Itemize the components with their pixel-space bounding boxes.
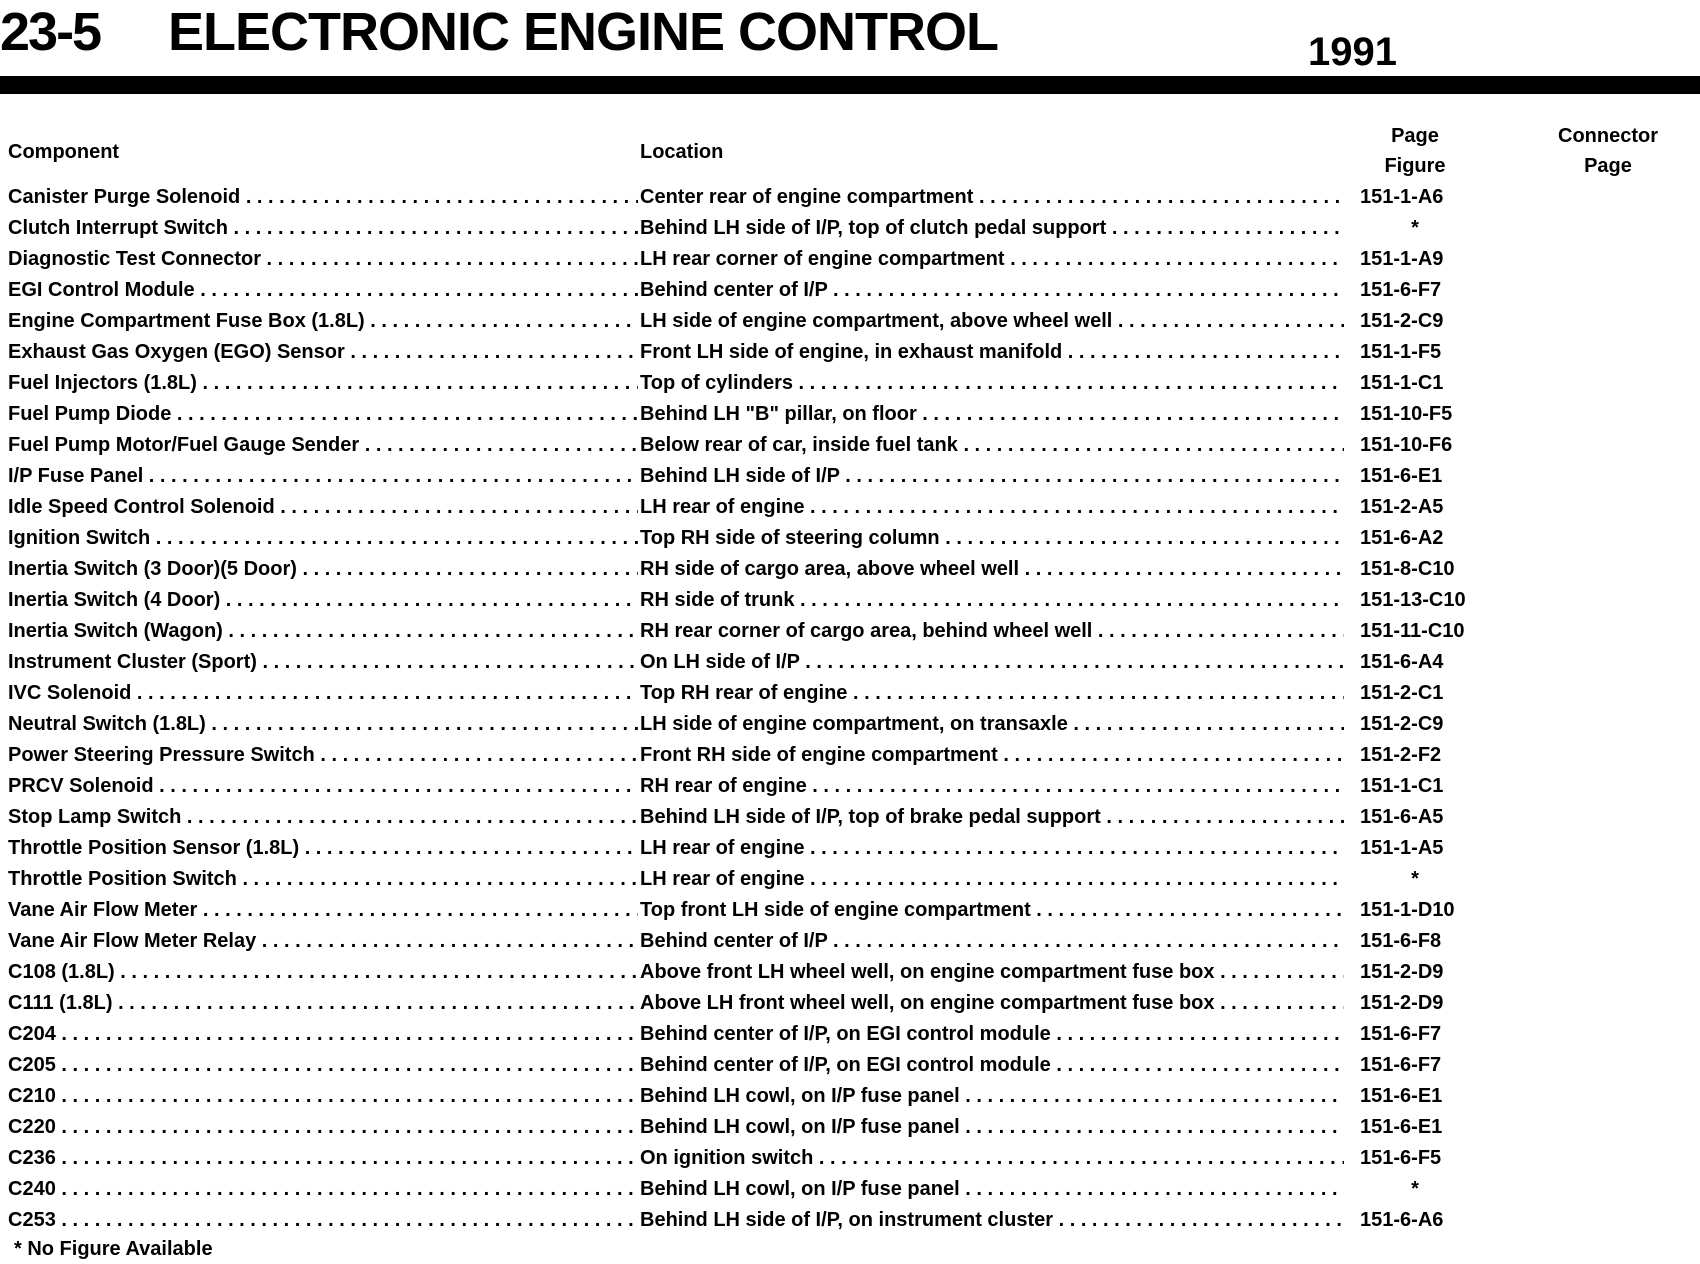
table-row (0, 492, 1700, 523)
location-text: On ignition switch . . . (640, 1147, 1344, 1169)
page-figure-value: 151-2-C9 (1360, 713, 1444, 735)
table-row (0, 182, 1700, 213)
location-text: Behind LH side of I/P . . . (640, 465, 1344, 487)
page-figure-cell (1360, 585, 1480, 616)
page-figure-cell (1360, 337, 1480, 368)
page-figure-cell (1360, 926, 1480, 957)
location-text: Below rear of car, inside fuel tank . . . (640, 434, 1344, 456)
page-figure-value: 151-11-C10 (1360, 620, 1465, 642)
page-figure-cell (1360, 802, 1480, 833)
location-cell (640, 523, 1344, 554)
page-figure-value: 151-6-A2 (1360, 527, 1444, 549)
component-cell (8, 461, 638, 492)
page-figure-cell (1360, 430, 1480, 461)
page-figure-value: 151-1-A9 (1360, 248, 1444, 270)
component-cell (8, 647, 638, 678)
location-text: Behind center of I/P, on EGI control module . . . (640, 1054, 1344, 1076)
component-name: Stop Lamp Switch . . . (8, 806, 638, 828)
table-row (0, 1174, 1700, 1205)
location-cell (640, 244, 1344, 275)
page-figure-cell (1360, 616, 1480, 647)
component-name: Diagnostic Test Connector . . . (8, 248, 638, 270)
location-cell (640, 988, 1344, 1019)
location-cell (640, 895, 1344, 926)
page-figure-cell (1360, 492, 1480, 523)
component-cell (8, 802, 638, 833)
location-cell (640, 1143, 1344, 1174)
table-row (0, 802, 1700, 833)
page-figure-cell (1360, 275, 1480, 306)
table-row (0, 244, 1700, 275)
table-row (0, 833, 1700, 864)
location-cell (640, 213, 1344, 244)
component-name: C220 . . . (8, 1116, 638, 1138)
location-text: Above LH front wheel well, on engine compartment fuse box . . . (640, 992, 1344, 1014)
location-cell (640, 554, 1344, 585)
location-text: LH rear of engine . . . (640, 496, 1344, 518)
location-cell (640, 1081, 1344, 1112)
component-name: Ignition Switch . . . (8, 527, 638, 549)
column-header-component: Component (8, 141, 120, 163)
component-cell (8, 554, 638, 585)
page-figure-value: 151-1-F5 (1360, 341, 1442, 363)
location-text: Top front LH side of engine compartment . . . (640, 899, 1344, 921)
location-text: Behind LH side of I/P, on instrument cluster . . . (640, 1209, 1344, 1231)
component-cell (8, 895, 638, 926)
page-figure-cell (1360, 833, 1480, 864)
page-figure-value: * (1411, 217, 1419, 239)
page-figure-cell (1360, 1205, 1480, 1236)
page-figure-cell (1360, 213, 1480, 244)
page-figure-value: 151-1-A5 (1360, 837, 1444, 859)
page-figure-cell (1360, 1081, 1480, 1112)
component-cell (8, 1143, 638, 1174)
table-row (0, 988, 1700, 1019)
table-row (0, 430, 1700, 461)
component-name: IVC Solenoid . . . (8, 682, 638, 704)
component-name: Engine Compartment Fuse Box (1.8L) . . . (8, 310, 638, 332)
table-row (0, 306, 1700, 337)
page-figure-cell (1360, 740, 1480, 771)
location-cell (640, 399, 1344, 430)
location-cell (640, 771, 1344, 802)
page-figure-value: 151-2-C9 (1360, 310, 1444, 332)
page-figure-cell (1360, 1019, 1480, 1050)
page-figure-cell (1360, 368, 1480, 399)
component-name: Canister Purge Solenoid . . . (8, 186, 638, 208)
page-figure-value: 151-1-C1 (1360, 775, 1444, 797)
location-text: LH rear of engine . . . (640, 837, 1344, 859)
page-figure-cell (1360, 244, 1480, 275)
page-figure-value: * (1411, 1178, 1419, 1200)
component-name: Instrument Cluster (Sport) . . . (8, 651, 638, 673)
location-text: Top RH side of steering column . . . (640, 527, 1344, 549)
table-row (0, 647, 1700, 678)
table-row (0, 616, 1700, 647)
page-figure-value: 151-1-A6 (1360, 186, 1444, 208)
column-header-connector-page-line2: Page (1584, 155, 1632, 177)
table-row (0, 957, 1700, 988)
component-cell (8, 616, 638, 647)
component-name: PRCV Solenoid . . . (8, 775, 638, 797)
location-text: Above front LH wheel well, on engine compartment fuse box . . . (640, 961, 1344, 983)
location-text: Front LH side of engine, in exhaust manifold . . . (640, 341, 1344, 363)
page-figure-value: * (1411, 868, 1419, 890)
page-figure-value: 151-6-A5 (1360, 806, 1444, 828)
location-text: RH rear corner of cargo area, behind wheel well . . . (640, 620, 1344, 642)
location-text: Top RH rear of engine . . . (640, 682, 1344, 704)
page-figure-value: 151-13-C10 (1360, 589, 1466, 611)
component-name: Vane Air Flow Meter . . . (8, 899, 638, 921)
location-cell (640, 1112, 1344, 1143)
page-figure-value: 151-6-F7 (1360, 1054, 1442, 1076)
component-name: C253 . . . (8, 1209, 638, 1231)
page-figure-cell (1360, 182, 1480, 213)
page-figure-value: 151-6-E1 (1360, 465, 1443, 487)
location-text: Behind LH side of I/P, top of clutch pedal support . . . (640, 217, 1344, 239)
table-row (0, 678, 1700, 709)
page-figure-cell (1360, 554, 1480, 585)
component-cell (8, 1205, 638, 1236)
component-cell (8, 771, 638, 802)
component-cell (8, 275, 638, 306)
component-name: Fuel Pump Diode . . . (8, 403, 638, 425)
table-row (0, 740, 1700, 771)
location-text: Behind LH cowl, on I/P fuse panel . . . (640, 1178, 1344, 1200)
component-cell (8, 244, 638, 275)
page-figure-cell (1360, 957, 1480, 988)
table-row (0, 771, 1700, 802)
component-name: C204 . . . (8, 1023, 638, 1045)
location-text: Behind LH side of I/P, top of brake pedal support . . . (640, 806, 1344, 828)
component-name: C111 (1.8L) . . . (8, 992, 638, 1014)
table-row (0, 585, 1700, 616)
table-row (0, 1019, 1700, 1050)
location-cell (640, 802, 1344, 833)
component-name: Power Steering Pressure Switch . . . (8, 744, 638, 766)
column-header-location: Location (640, 141, 724, 163)
table-row (0, 926, 1700, 957)
table-row (0, 1143, 1700, 1174)
component-cell (8, 368, 638, 399)
page-figure-cell (1360, 523, 1480, 554)
location-text: LH side of engine compartment, on transaxle . . . (640, 713, 1344, 735)
column-header-page-figure-line1: Page (1391, 125, 1439, 147)
component-name: C205 . . . (8, 1054, 638, 1076)
location-cell (640, 275, 1344, 306)
column-header-connector-page-line1: Connector (1558, 125, 1658, 147)
page-figure-value: 151-6-A6 (1360, 1209, 1444, 1231)
component-name: Inertia Switch (3 Door)(5 Door) . . . (8, 558, 638, 580)
page-figure-value: 151-6-F7 (1360, 1023, 1442, 1045)
component-name: C210 . . . (8, 1085, 638, 1107)
location-cell (640, 430, 1344, 461)
page-figure-cell (1360, 771, 1480, 802)
location-cell (640, 957, 1344, 988)
component-name: I/P Fuse Panel . . . (8, 465, 638, 487)
location-text: Behind LH cowl, on I/P fuse panel . . . (640, 1085, 1344, 1107)
section-number: 23-5 (0, 2, 101, 62)
component-name: Idle Speed Control Solenoid . . . (8, 496, 638, 518)
component-name: Fuel Pump Motor/Fuel Gauge Sender . . . (8, 434, 638, 456)
location-cell (640, 461, 1344, 492)
table-row (0, 554, 1700, 585)
component-cell (8, 306, 638, 337)
component-name: Fuel Injectors (1.8L) . . . (8, 372, 638, 394)
component-cell (8, 740, 638, 771)
location-text: Center rear of engine compartment . . . (640, 186, 1344, 208)
location-text: LH side of engine compartment, above wheel well . . . (640, 310, 1344, 332)
location-cell (640, 740, 1344, 771)
page-figure-value: 151-6-E1 (1360, 1116, 1443, 1138)
component-cell (8, 1081, 638, 1112)
column-header-page-figure-line2: Figure (1384, 155, 1446, 177)
component-cell (8, 957, 638, 988)
location-text: LH rear corner of engine compartment . . . (640, 248, 1344, 270)
location-text: Behind center of I/P . . . (640, 930, 1344, 952)
table-row (0, 1112, 1700, 1143)
component-cell (8, 585, 638, 616)
page-figure-value: 151-10-F6 (1360, 434, 1453, 456)
location-cell (640, 616, 1344, 647)
page-header (0, 0, 1700, 100)
location-text: Front RH side of engine compartment . . . (640, 744, 1344, 766)
location-cell (640, 709, 1344, 740)
component-name: Inertia Switch (4 Door) . . . (8, 589, 638, 611)
component-name: Throttle Position Sensor (1.8L) . . . (8, 837, 638, 859)
component-cell (8, 709, 638, 740)
component-name: Neutral Switch (1.8L) . . . (8, 713, 638, 735)
location-cell (640, 833, 1344, 864)
page-figure-cell (1360, 709, 1480, 740)
component-cell (8, 1174, 638, 1205)
component-name: Clutch Interrupt Switch . . . (8, 217, 638, 239)
page-figure-cell (1360, 461, 1480, 492)
page-figure-value: 151-1-C1 (1360, 372, 1444, 394)
page-figure-value: 151-6-F5 (1360, 1147, 1442, 1169)
page-title: ELECTRONIC ENGINE CONTROL (168, 2, 999, 62)
page-figure-cell (1360, 1112, 1480, 1143)
location-text: RH side of cargo area, above wheel well . . . (640, 558, 1344, 580)
model-year: 1991 (1308, 30, 1397, 74)
component-name: C108 (1.8L) . . . (8, 961, 638, 983)
component-cell (8, 182, 638, 213)
page-figure-value: 151-10-F5 (1360, 403, 1453, 425)
component-cell (8, 430, 638, 461)
table-row (0, 1081, 1700, 1112)
page-figure-cell (1360, 1174, 1480, 1205)
component-name: Exhaust Gas Oxygen (EGO) Sensor . . . (8, 341, 638, 363)
component-cell (8, 864, 638, 895)
page-figure-cell (1360, 895, 1480, 926)
component-name: C240 . . . (8, 1178, 638, 1200)
page-figure-cell (1360, 864, 1480, 895)
page-figure-cell (1360, 1143, 1480, 1174)
page-figure-value: 151-2-A5 (1360, 496, 1444, 518)
page-figure-cell (1360, 988, 1480, 1019)
location-cell (640, 492, 1344, 523)
page-figure-value: 151-2-F2 (1360, 744, 1442, 766)
page-figure-cell (1360, 678, 1480, 709)
location-cell (640, 337, 1344, 368)
table-row (0, 523, 1700, 554)
component-cell (8, 1050, 638, 1081)
location-text: Behind LH "B" pillar, on floor . . . (640, 403, 1344, 425)
location-cell (640, 585, 1344, 616)
component-location-table (0, 182, 1700, 1236)
component-name: C236 . . . (8, 1147, 638, 1169)
table-row (0, 1205, 1700, 1236)
location-cell (640, 306, 1344, 337)
footnote: * No Figure Available (14, 1238, 213, 1260)
location-text: Behind LH cowl, on I/P fuse panel . . . (640, 1116, 1344, 1138)
component-cell (8, 926, 638, 957)
location-cell (640, 1205, 1344, 1236)
table-row (0, 275, 1700, 306)
location-text: RH side of trunk . . . (640, 589, 1344, 611)
component-cell (8, 833, 638, 864)
table-row (0, 368, 1700, 399)
page-figure-value: 151-8-C10 (1360, 558, 1455, 580)
component-cell (8, 523, 638, 554)
header-rule (0, 76, 1700, 94)
location-cell (640, 1019, 1344, 1050)
table-row (0, 213, 1700, 244)
page-figure-value: 151-1-D10 (1360, 899, 1455, 921)
component-name: EGI Control Module . . . (8, 279, 638, 301)
table-row (0, 1050, 1700, 1081)
location-cell (640, 678, 1344, 709)
page-figure-value: 151-2-D9 (1360, 992, 1444, 1014)
component-cell (8, 678, 638, 709)
component-cell (8, 1019, 638, 1050)
component-name: Vane Air Flow Meter Relay . . . (8, 930, 638, 952)
page-figure-value: 151-2-D9 (1360, 961, 1444, 983)
location-cell (640, 182, 1344, 213)
location-cell (640, 647, 1344, 678)
component-cell (8, 399, 638, 430)
page-figure-cell (1360, 1050, 1480, 1081)
location-text: Behind center of I/P . . . (640, 279, 1344, 301)
component-cell (8, 337, 638, 368)
component-cell (8, 1112, 638, 1143)
component-name: Inertia Switch (Wagon) . . . (8, 620, 638, 642)
location-text: LH rear of engine . . . (640, 868, 1344, 890)
table-row (0, 461, 1700, 492)
location-cell (640, 1174, 1344, 1205)
page-figure-value: 151-2-C1 (1360, 682, 1444, 704)
table-row (0, 399, 1700, 430)
component-cell (8, 492, 638, 523)
page-figure-value: 151-6-F8 (1360, 930, 1442, 952)
location-cell (640, 368, 1344, 399)
location-text: RH rear of engine . . . (640, 775, 1344, 797)
component-cell (8, 988, 638, 1019)
location-text: Behind center of I/P, on EGI control module . . . (640, 1023, 1344, 1045)
page-figure-cell (1360, 647, 1480, 678)
table-row (0, 337, 1700, 368)
location-cell (640, 864, 1344, 895)
component-cell (8, 213, 638, 244)
component-name: Throttle Position Switch . . . (8, 868, 638, 890)
table-row (0, 864, 1700, 895)
location-text: Top of cylinders . . . (640, 372, 1344, 394)
page-figure-value: 151-6-A4 (1360, 651, 1444, 673)
page-figure-value: 151-6-E1 (1360, 1085, 1443, 1107)
table-row (0, 709, 1700, 740)
location-cell (640, 1050, 1344, 1081)
page-figure-value: 151-6-F7 (1360, 279, 1442, 301)
location-cell (640, 926, 1344, 957)
location-text: On LH side of I/P . . . (640, 651, 1344, 673)
page-figure-cell (1360, 399, 1480, 430)
page-figure-cell (1360, 306, 1480, 337)
table-row (0, 895, 1700, 926)
